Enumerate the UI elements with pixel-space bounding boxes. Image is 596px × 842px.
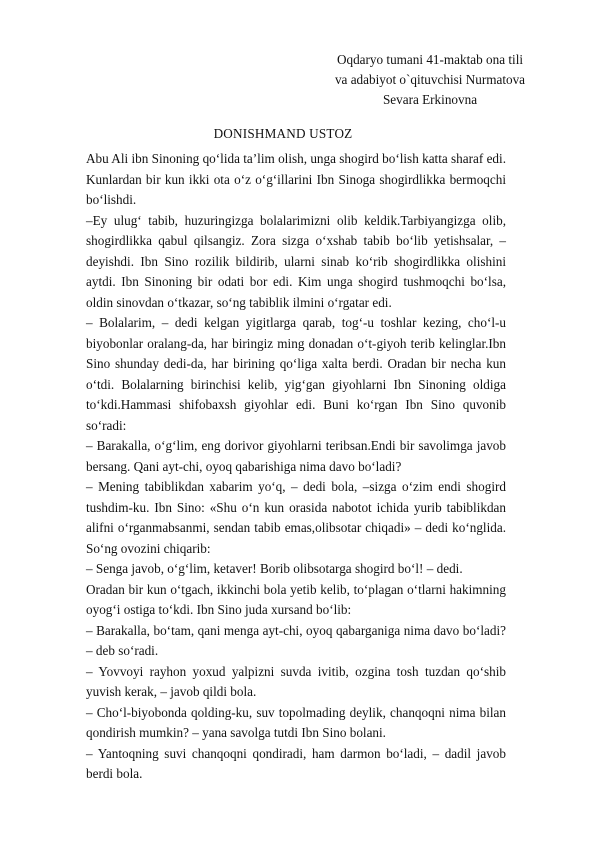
paragraph: – Barakalla, o‘g‘lim, eng dorivor giyohlarni teribsan.Endi bir savolimga javob bersang. Qani ayt-chi, oyoq qabarishiga nima davo bo‘ladi? <box>86 438 506 474</box>
author-line-position: va adabiyot o`qituvchisi Nurmatova <box>334 72 526 87</box>
paragraph: – Yantoqning suvi chanqoqni qondiradi, ham darmon bo‘ladi, – dadil javob berdi bola. <box>86 745 506 781</box>
paragraph: – Cho‘l-biyobonda qolding-ku, suv topolmading deylik, chanqoqni nima bilan qondirish mumkin? – yana savolga tutdi Ibn Sino bolani. <box>86 704 506 740</box>
paragraph: – Senga javob, o‘g‘lim, ketaver! Borib olibsotarga shogird bo‘l! – dedi. <box>86 561 463 576</box>
paragraph: Abu Ali ibn Sinoning qo‘lida ta’lim olish, unga shogird bo‘lish katta sharaf edi. Kunlardan bir kun ikki ota o‘z o‘g‘illarini Ibn Sinoga shogirdlikka bermoqchi bo‘lishdi. <box>86 151 506 207</box>
author-line-name: Sevara Erkinovna <box>382 92 478 107</box>
paragraph: – Barakalla, bo‘tam, qani menga ayt-chi, oyoq qabarganiga nima davo bo‘ladi? – deb so‘radi. <box>86 622 506 658</box>
paragraph: Oradan bir kun o‘tgach, ikkinchi bola yetib kelib, to‘plagan o‘tlarni hakimning oyog‘i ostiga to‘kdi. Ibn Sino juda xursand bo‘lib: <box>86 581 506 617</box>
paragraph: –Ey ulug‘ tabib, huzuringizga bolalarimizni olib keldik.Tarbiyangizga olib, shogirdlikka qabul qilsangiz. Zora sizga o‘xshab tabib bo‘lib yetishsalar, – deyishdi. Ibn Sino rozilik bildirib, ularni sinab ko‘rib shogirdlikka olishini aytdi. Ibn Sinoning bir odati bor edi. Kim unga shogird tushmoqchi bo‘lsa, oldin sinovdan o‘tkazar, so‘ng tabiblik ilmini o‘rgatar edi. <box>86 212 506 310</box>
document-title: DONISHMAND USTOZ <box>213 126 353 141</box>
author-block <box>300 50 560 110</box>
author-line-school: Oqdaryo tumani 41-maktab ona tili <box>336 52 524 67</box>
paragraph: – Yovvoyi rayhon yoxud yalpizni suvda ivitib, ozgina tosh tuzdan qo‘shib yuvish kerak, – javob qildi bola. <box>86 663 506 699</box>
paragraph: – Mening tabiblikdan xabarim yo‘q, – dedi bola, –sizga o‘zim endi shogird tushdim-ku. Ibn Sino: «Shu o‘n kun orasida nabotot ichida yurib tabiblikdan alifni o‘rganmabsanmi, sendan tabib emas,olibsotar chiqadi» – dedi ko‘nglida. So‘ng ovozini chiqarib: <box>86 479 506 556</box>
document-body <box>86 149 506 785</box>
paragraph: – Bolalarim, – dedi kelgan yigitlarga qarab, tog‘-u toshlar kezing, cho‘l-u biyobonlar oralang-da, har biringiz ming donadan o‘t-giyoh terib kelinglar.Ibn Sino shunday dedi-da, har birining qo‘liga xalta berdi. Oradan bir necha kun o‘tdi. Bolalarning birinchisi kelib, yig‘gan giyohlarni Ibn Sinoning oldiga to‘kdi.Hammasi shifobaxsh giyohlar edi. Buni ko‘rgan Ibn Sino quvonib so‘radi: <box>86 315 506 433</box>
